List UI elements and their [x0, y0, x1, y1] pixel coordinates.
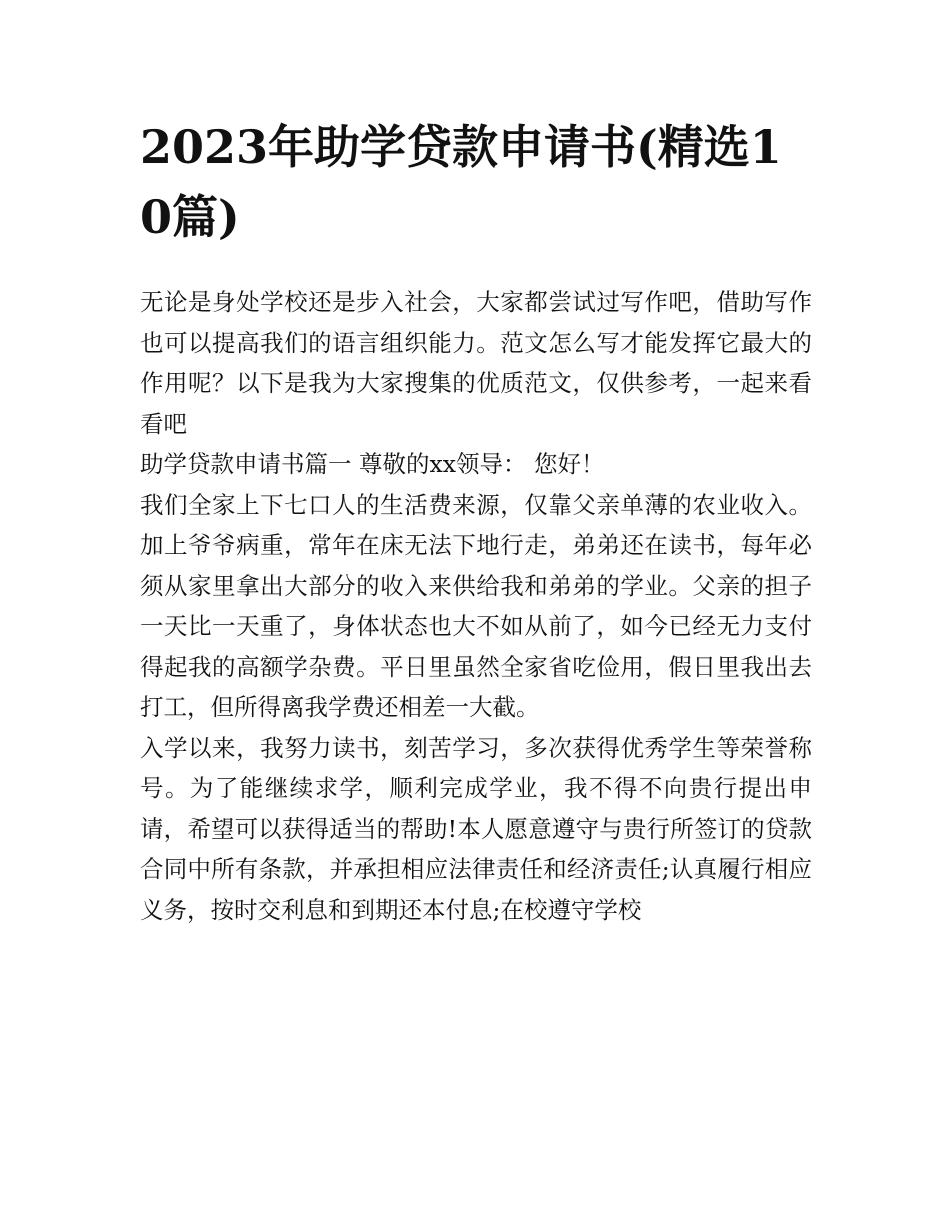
paragraph-salutation: 助学贷款申请书篇一 尊敬的xx领导： 您好！	[140, 450, 605, 478]
document-body	[140, 112, 812, 930]
paragraph-intro: 无论是身处学校还是步入社会，大家都尝试过写作吧，借助写作也可以提高我们的语言组织能力。范文怎么写才能发挥它最大的作用呢？以下是我为大家搜集的优质范文，仅供参考，一起来看看吧	[140, 288, 812, 438]
paragraph-family-situation: 我们全家上下七口人的生活费来源，仅靠父亲单薄的农业收入。加上爷爷病重，常年在床无法下地行走，弟弟还在读书，每年必须从家里拿出大部分的收入来供给我和弟弟的学业。父亲的担子一天比一天重了，身体状态也大不如从前了，如今已经无力支付得起我的高额学杂费。平日里虽然全家省吃俭用，假日里我出去打工，但所得离我学费还相差一大截。	[140, 490, 812, 721]
paragraph-application: 入学以来，我努力读书，刻苦学习，多次获得优秀学生等荣誉称号。为了能继续求学，顺利完成学业，我不得不向贵行提出申请，希望可以获得适当的帮助!本人愿意遵守与贵行所签订的贷款合同中所有条款，并承担相应法律责任和经济责任;认真履行相应义务，按时交利息和到期还本付息;在校遵守学校	[140, 733, 812, 924]
document-title: 2023年助学贷款申请书(精选10篇)	[140, 120, 782, 244]
title-spacer	[140, 252, 812, 282]
